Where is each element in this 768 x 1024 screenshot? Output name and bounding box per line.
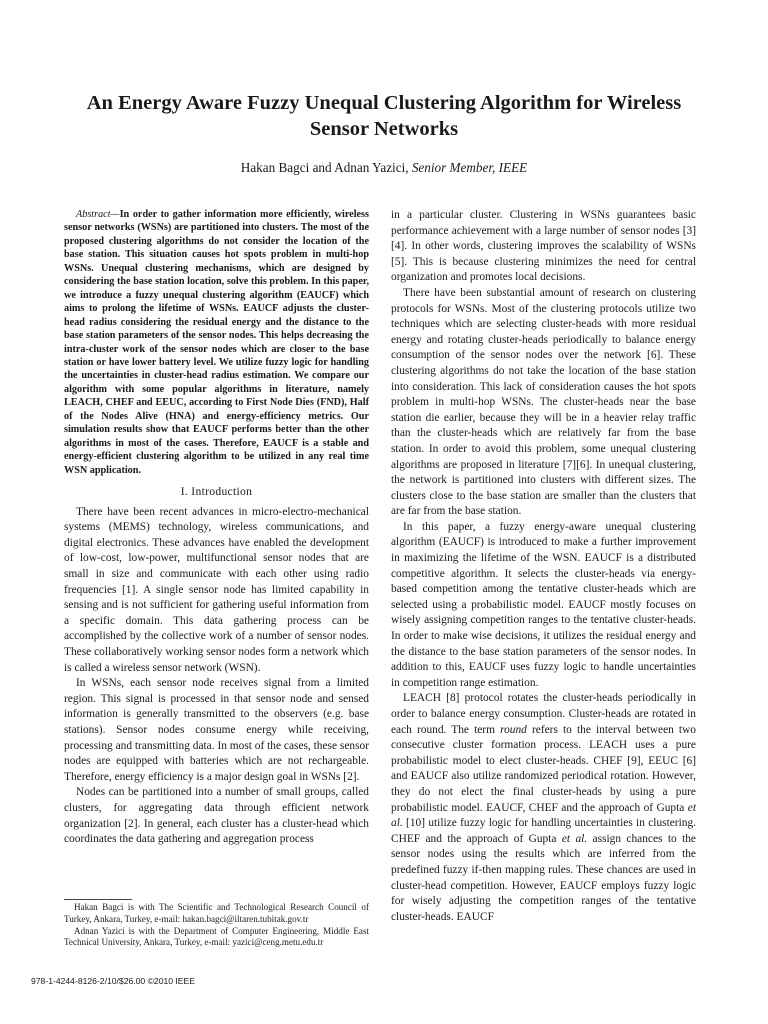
- footnote: Adnan Yazici is with the Department of Computer Engineering, Middle East Technical University, Ankara, Turkey, e-mail: yazici@ceng.metu.edu.tr: [64, 925, 369, 948]
- left-column: [64, 208, 369, 848]
- section-heading-introduction: I. Introduction: [180, 485, 253, 499]
- abstract-text: In order to gather information more efficiently, wireless sensor networks (WSNs) are partitioned into clusters. The most of the proposed clustering algorithms do not consider the location of the base station. This situation causes hot spots problem in multi-hop WSNs. Unequal clustering mechanisms, which are designed by considering the base station location, solve this problem. In this paper, we introduce a fuzzy unequal clustering algorithm (EAUCF) which aims to prolong the lifetime of WSNs. EAUCF adjusts the cluster-head radius considering the residual energy and the distance to the base station parameters of the sensor nodes. This helps decreasing the intra-cluster work of the sensor nodes which are closer to the base station or have lower battery level. We utilize fuzzy logic for handling the uncertainties in cluster-head radius estimation. We compare our algorithm with some popular algorithms in literature, namely LEACH, CHEF and EEUC, according to First Node Dies (FND), Half of the Nodes Alive (HNA) and energy-efficiency metrics. Our simulation results show that EAUCF performs better than the other algorithms in most of the cases. Therefore, EAUCF is a stable and energy-efficient clustering algorithm to be utilized in any real time WSN application.: [64, 209, 369, 476]
- author-affiliation: Senior Member, IEEE: [411, 160, 528, 175]
- abstract-label: Abstract—: [76, 209, 120, 220]
- body-paragraph: In this paper, a fuzzy energy-aware unequal clustering algorithm (EAUCF) is introduced to make a further improvement in maximizing the lifetime of the WSN. EAUCF is a distributed competitive algorithm. It selects the cluster-heads via energy-based competition among the tentative cluster-heads which are selected using a probabilistic model. EAUCF mostly focuses on wisely assigning competition ranges to the tentative cluster-heads. In order to make wise decisions, it utilizes the residual energy and the distance to the base station parameters of the sensor nodes. In addition to this, EAUCF uses fuzzy logic to handle uncertainties in competition range estimation.: [391, 520, 696, 689]
- body-paragraph: in a particular cluster. Clustering in WSNs guarantees basic performance achievement with a large number of sensor nodes [3] [4]. In other words, clustering improves the scalability of WSNs [5]. This is because clustering minimizes the need for central organization and promotes local decisions.: [391, 209, 696, 284]
- footnotes: [64, 902, 369, 949]
- body-paragraph: In WSNs, each sensor node receives signal from a limited region. This signal is processed in that sensor node and sensed information is generally transmitted to the observers (e.g. base stations). Sensor nodes consume energy while receiving, processing and transmitting data. In most of the cases, these sensor nodes are equipped with batteries which are not rechargeable. Therefore, energy efficiency is a major design goal in WSNs [2].: [64, 677, 369, 783]
- term-round: round: [500, 723, 527, 736]
- author-names: Hakan Bagci and Adnan Yazici,: [240, 160, 409, 175]
- text-run: [10] utilize fuzzy logic for handling uncertainties in clustering. CHEF and the approach of Gupta: [391, 817, 696, 845]
- body-paragraph: Nodes can be partitioned into a number of small groups, called clusters, for aggregating data through efficient network organization [2]. In general, each cluster has a cluster-head which coordinates the data gathering and aggregation process: [64, 786, 369, 846]
- et-al: et al.: [391, 801, 696, 830]
- author-line: [60, 159, 708, 177]
- right-column: [391, 208, 696, 925]
- text-run: LEACH [8] protocol rotates the cluster-heads periodically in order to balance energy consumption. Cluster-heads are rotated in each round. The term: [391, 692, 696, 736]
- paper-title: An Energy Aware Fuzzy Unequal Clustering Algorithm for Wireless Sensor Networks: [86, 92, 682, 140]
- abstract: [64, 208, 369, 477]
- body-paragraph-leach: [391, 691, 696, 925]
- text-run: refers to the interval between two consecutive cluster formation process. LEACH uses a pure probabilistic model to elect cluster-heads. CHEF [9], EEUC [6] and EAUCF also utilize randomized periodical rotation. However, they do not elect the final cluster-heads by using a pure probabilistic model. EAUCF, CHEF and the approach of Gupta: [391, 723, 697, 814]
- copyright-notice: 978-1-4244-8126-2/10/$26.00 ©2010 IEEE: [31, 976, 196, 986]
- body-paragraph: There have been substantial amount of research on clustering protocols for WSNs. Most of the clustering protocols utilize two techniques which are selecting cluster-heads with more residual energy and rotating cluster-heads periodically to balance energy consumption of the sensor nodes over the network [6]. These clustering algorithms do not take the location of the base station into consideration. This lack of consideration causes the hot spots problem in multi-hop WSNs. The cluster-heads near the base station die earlier, because they will be in a heavier relay traffic than the cluster-heads which are relatively far from the base station. In order to avoid this problem, some unequal clustering algorithms are proposed in literature [7][6]. In unequal clustering, the network is partitioned into clusters with different sizes. The clusters close to the base station are smaller than the clusters that are far from the base station.: [391, 286, 696, 518]
- text-run: assign chances to the sensor nodes using the results which are inferred from the predefined fuzzy if-then mapping rules. These chances are used in cluster-head competition. However, EAUCF employs fuzzy logic for wisely adjusting the competition ranges of the tentative cluster-heads. EAUCF: [391, 832, 696, 923]
- footnote-divider: [64, 899, 132, 900]
- body-paragraph: There have been recent advances in micro-electro-mechanical systems (MEMS) technology, wireless communications, and digital electronics. These advances have enabled the development of low-cost, low-power, multifunctional sensor nodes that are small in size and communicate with each other using radio frequencies [1]. A single sensor node has limited capability in sensing and is not sufficient for gathering useful information from a specific domain. This data gathering process can be accomplished by the collective work of a number of sensor nodes. These collaboratively working sensor nodes form a network which is called a wireless sensor network (WSN).: [64, 505, 369, 674]
- footnote: Hakan Bagci is with The Scientific and Technological Research Council of Turkey, Ankara, Turkey, e-mail: hakan.bagci@iltaren.tubitak.gov.tr: [64, 902, 369, 924]
- et-al: et al.: [561, 832, 588, 845]
